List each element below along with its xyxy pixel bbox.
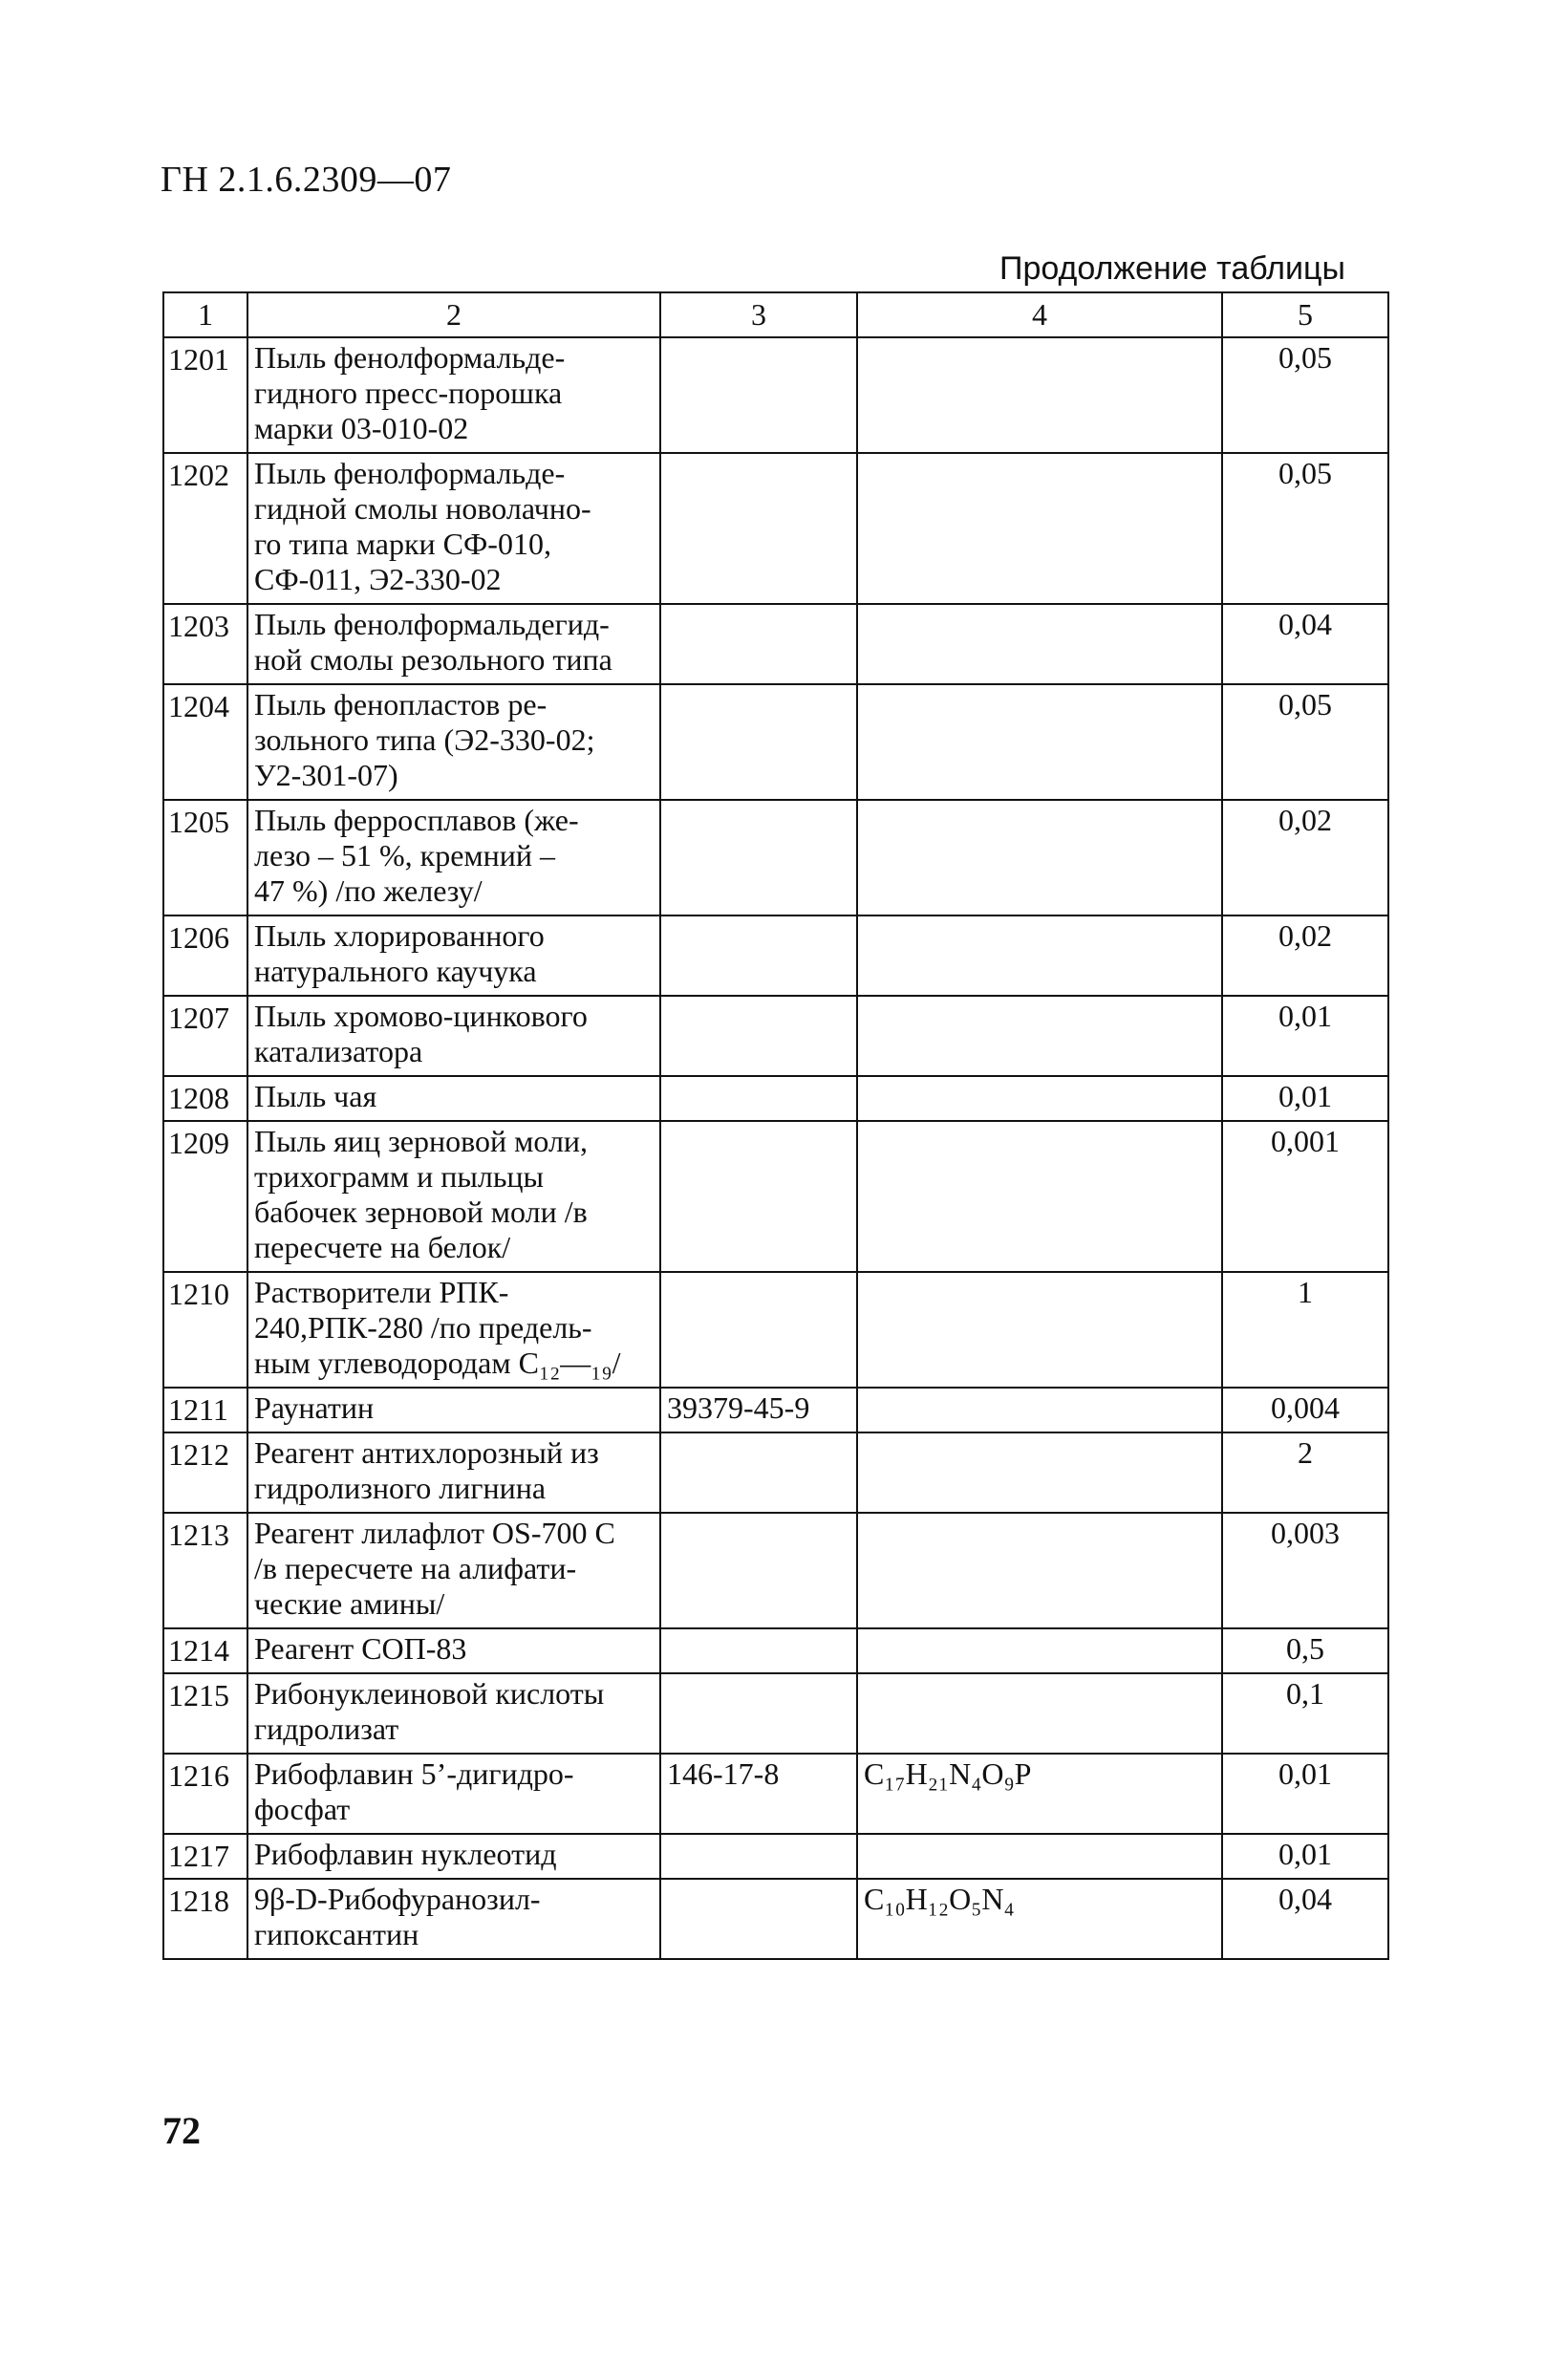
row-number-cell: 1209 [163, 1121, 247, 1272]
row-number-cell: 1205 [163, 800, 247, 915]
formula-cell [857, 1673, 1222, 1754]
table-row [163, 337, 1388, 453]
cas-number-cell [660, 800, 857, 915]
table-row [163, 1879, 1388, 1959]
table-row [163, 453, 1388, 604]
substance-name-cell: Растворители РПК- 240,РПК-280 /по предель- ным углеводородам С₁₂—₁₉/ [247, 1272, 660, 1388]
formula-cell [857, 1272, 1222, 1388]
column-header: 2 [247, 292, 660, 337]
table-row [163, 915, 1388, 996]
value-cell: 0,02 [1222, 915, 1388, 996]
formula-cell [857, 915, 1222, 996]
substance-name-cell: Реагент лилафлот OS-700 С /в пересчете на алифати- ческие амины/ [247, 1513, 660, 1628]
row-number-cell: 1201 [163, 337, 247, 453]
cas-number-cell [660, 337, 857, 453]
formula-cell [857, 800, 1222, 915]
cas-number-cell [660, 1879, 857, 1959]
value-cell: 0,05 [1222, 453, 1388, 604]
value-cell: 0,5 [1222, 1628, 1388, 1673]
table-row [163, 1754, 1388, 1834]
substance-name-cell: Рибофлавин 5’-дигидро- фосфат [247, 1754, 660, 1834]
row-number-cell: 1216 [163, 1754, 247, 1834]
row-number-cell: 1217 [163, 1834, 247, 1879]
column-header: 5 [1222, 292, 1388, 337]
substance-name-cell: Пыль фенолформальде- гидной смолы новолачно- го типа марки СФ-010, СФ-011, Э2-330-02 [247, 453, 660, 604]
value-cell: 0,01 [1222, 1834, 1388, 1879]
column-header: 3 [660, 292, 857, 337]
formula-cell [857, 1076, 1222, 1121]
cas-number-cell [660, 604, 857, 684]
value-cell: 0,01 [1222, 1076, 1388, 1121]
substance-name-cell: Пыль фенолформальдегид- ной смолы резольного типа [247, 604, 660, 684]
page-number: 72 [162, 2109, 201, 2152]
formula-cell [857, 1834, 1222, 1879]
value-cell: 0,003 [1222, 1513, 1388, 1628]
table-row [163, 684, 1388, 800]
cas-number-cell [660, 1673, 857, 1754]
table-row [163, 1513, 1388, 1628]
formula-cell [857, 1388, 1222, 1432]
formula-cell [857, 453, 1222, 604]
row-number-cell: 1211 [163, 1388, 247, 1432]
row-number-cell: 1215 [163, 1673, 247, 1754]
table-row [163, 1388, 1388, 1432]
table-row [163, 996, 1388, 1076]
substance-name-cell: Реагент СОП-83 [247, 1628, 660, 1673]
value-cell: 0,05 [1222, 684, 1388, 800]
cas-number-cell: 39379-45-9 [660, 1388, 857, 1432]
row-number-cell: 1210 [163, 1272, 247, 1388]
row-number-cell: 1214 [163, 1628, 247, 1673]
table-row [163, 1432, 1388, 1513]
document-code: ГН 2.1.6.2309—07 [161, 160, 452, 200]
row-number-cell: 1218 [163, 1879, 247, 1959]
value-cell: 0,1 [1222, 1673, 1388, 1754]
formula-cell [857, 996, 1222, 1076]
substance-name-cell: Пыль хромово-цинкового катализатора [247, 996, 660, 1076]
formula-cell: C₁₀H₁₂O₅N₄ [857, 1879, 1222, 1959]
column-header: 4 [857, 292, 1222, 337]
table-row [163, 604, 1388, 684]
value-cell: 0,04 [1222, 1879, 1388, 1959]
substance-name-cell: Пыль хлорированного натурального каучука [247, 915, 660, 996]
cas-number-cell [660, 1628, 857, 1673]
cas-number-cell [660, 1513, 857, 1628]
substance-name-cell: Рибофлавин нуклеотид [247, 1834, 660, 1879]
table-row [163, 1121, 1388, 1272]
row-number-cell: 1202 [163, 453, 247, 604]
row-number-cell: 1212 [163, 1432, 247, 1513]
cas-number-cell [660, 1272, 857, 1388]
cas-number-cell [660, 453, 857, 604]
row-number-cell: 1208 [163, 1076, 247, 1121]
row-number-cell: 1213 [163, 1513, 247, 1628]
substance-name-cell: Рибонуклеиновой кислоты гидролизат [247, 1673, 660, 1754]
formula-cell: C₁₇H₂₁N₄O₉P [857, 1754, 1222, 1834]
value-cell: 0,02 [1222, 800, 1388, 915]
value-cell: 0,05 [1222, 337, 1388, 453]
formula-cell [857, 604, 1222, 684]
cas-number-cell [660, 1121, 857, 1272]
substance-name-cell: Пыль чая [247, 1076, 660, 1121]
formula-cell [857, 684, 1222, 800]
table-body [163, 337, 1388, 1959]
formula-cell [857, 337, 1222, 453]
value-cell: 0,01 [1222, 996, 1388, 1076]
substance-name-cell: Пыль фенолформальде- гидного пресс-порошка марки 03-010-02 [247, 337, 660, 453]
substance-name-cell: Раунатин [247, 1388, 660, 1432]
substance-name-cell: Пыль ферросплавов (же- лезо – 51 %, кремний – 47 %) /по железу/ [247, 800, 660, 915]
table-caption: Продолжение таблицы [999, 250, 1345, 287]
substance-name-cell: Пыль яиц зерновой моли, трихограмм и пыльцы бабочек зерновой моли /в пересчете на белок/ [247, 1121, 660, 1272]
substance-name-cell: Реагент антихлорозный из гидролизного лигнина [247, 1432, 660, 1513]
formula-cell [857, 1513, 1222, 1628]
table-row [163, 1673, 1388, 1754]
value-cell: 0,01 [1222, 1754, 1388, 1834]
row-number-cell: 1204 [163, 684, 247, 800]
substances-table [162, 291, 1389, 1960]
row-number-cell: 1206 [163, 915, 247, 996]
row-number-cell: 1203 [163, 604, 247, 684]
row-number-cell: 1207 [163, 996, 247, 1076]
table-header-row [163, 292, 1388, 337]
value-cell: 0,004 [1222, 1388, 1388, 1432]
table-row [163, 800, 1388, 915]
value-cell: 1 [1222, 1272, 1388, 1388]
substance-name-cell: 9β-D-Рибофуранозил- гипоксантин [247, 1879, 660, 1959]
cas-number-cell [660, 1432, 857, 1513]
cas-number-cell [660, 915, 857, 996]
value-cell: 0,001 [1222, 1121, 1388, 1272]
table-row [163, 1076, 1388, 1121]
formula-cell [857, 1628, 1222, 1673]
column-header: 1 [163, 292, 247, 337]
cas-number-cell: 146-17-8 [660, 1754, 857, 1834]
formula-cell [857, 1121, 1222, 1272]
cas-number-cell [660, 1076, 857, 1121]
cas-number-cell [660, 996, 857, 1076]
substance-name-cell: Пыль фенопластов ре- зольного типа (Э2-330-02; У2-301-07) [247, 684, 660, 800]
table-row [163, 1272, 1388, 1388]
table-row [163, 1834, 1388, 1879]
value-cell: 0,04 [1222, 604, 1388, 684]
formula-cell [857, 1432, 1222, 1513]
value-cell: 2 [1222, 1432, 1388, 1513]
cas-number-cell [660, 1834, 857, 1879]
table-row [163, 1628, 1388, 1673]
cas-number-cell [660, 684, 857, 800]
